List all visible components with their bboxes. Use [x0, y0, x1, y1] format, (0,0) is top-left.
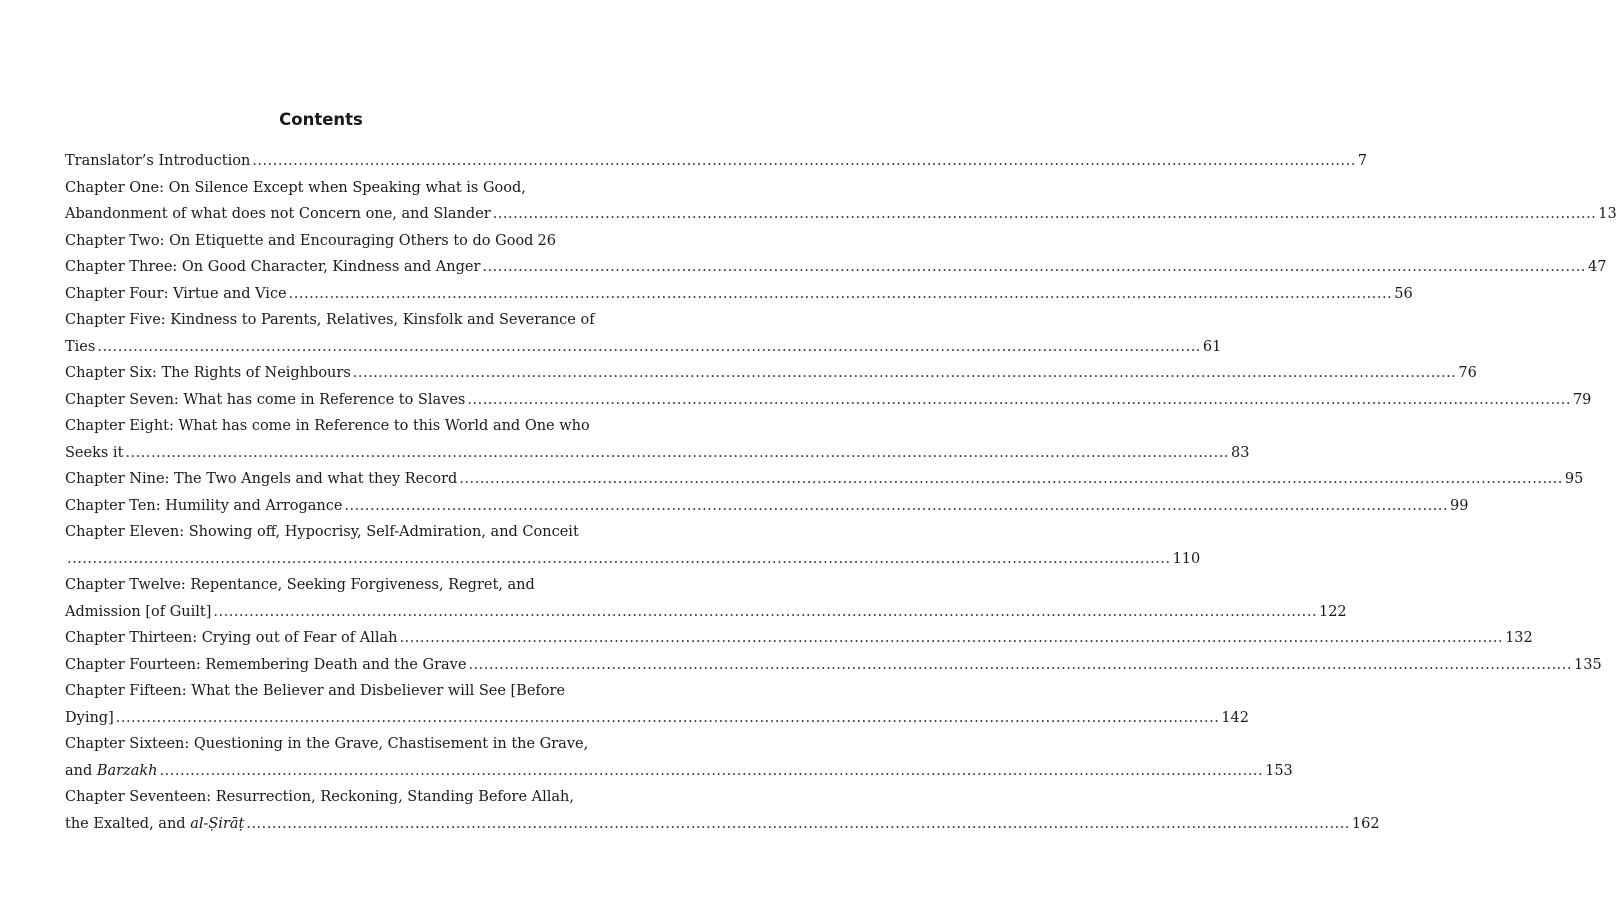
- toc-entry-final-line: [65, 493, 1469, 520]
- toc-entry-line: Chapter Eleven: Showing off, Hypocrisy, Self-Admiration, and Conceit: [65, 524, 579, 540]
- toc-entry-final-line: [65, 228, 556, 255]
- toc-entry-text: [65, 228, 533, 255]
- toc-entry[interactable]: [65, 652, 1602, 679]
- toc-entry-label: Seeks it: [65, 444, 124, 461]
- dot-leader: [252, 148, 1356, 175]
- toc-entry-label: Chapter Four: Virtue and Vice: [65, 285, 287, 302]
- toc-entry-text: [65, 705, 114, 732]
- dot-leader: [125, 440, 1229, 467]
- toc-entry-text: [65, 360, 351, 387]
- page-number: 162: [1351, 815, 1380, 832]
- toc-entry-line: Chapter Sixteen: Questioning in the Grave, Chastisement in the Grave,: [65, 736, 589, 752]
- page-number: 110: [1172, 550, 1201, 567]
- page-number: 76: [1458, 365, 1477, 381]
- toc-entry-final-line: [65, 148, 1368, 175]
- dot-leader: [353, 360, 1457, 387]
- page-number: 99: [1450, 497, 1469, 514]
- toc-entry-final-line: [65, 281, 1413, 308]
- dot-leader: [289, 281, 1393, 308]
- toc-entry-label: and: [65, 762, 97, 779]
- toc-entry-text: [65, 599, 211, 626]
- toc-entry-label: Chapter Fourteen: Remembering Death and the Grave: [65, 656, 467, 673]
- toc-entry-final-line: [65, 254, 1607, 281]
- dot-leader: [160, 758, 1264, 785]
- toc-entry-text: [65, 811, 244, 838]
- dot-leader: [459, 466, 1563, 493]
- toc-entry-text: [65, 758, 158, 785]
- toc-entry-final-line: [65, 546, 1201, 573]
- toc-entry-label: the Exalted, and: [65, 815, 191, 832]
- toc-entry-text: [65, 254, 480, 281]
- toc-entry-italic-term: Barzakh: [96, 762, 158, 779]
- page-title: Contents: [279, 110, 363, 129]
- toc-entry-final-line: [65, 625, 1533, 652]
- toc-entry-line: Chapter Eight: What has come in Reference to this World and One who: [65, 418, 590, 434]
- toc-entry-line: Chapter Fifteen: What the Believer and Disbeliever will See [Before: [65, 683, 566, 699]
- toc-entry[interactable]: [65, 625, 1533, 652]
- toc-entry-label: Chapter Ten: Humility and Arrogance: [65, 497, 343, 514]
- page-number: 47: [1587, 259, 1607, 275]
- dot-leader: [399, 625, 1503, 652]
- toc-entry-final-line: [65, 652, 1602, 679]
- page-number: 13: [1598, 206, 1617, 222]
- toc-entry-label: Chapter Three: On Good Character, Kindness and Anger: [65, 259, 481, 275]
- dot-leader: [344, 493, 1448, 520]
- toc-entry-label: Admission [of Guilt]: [65, 603, 212, 620]
- page-number: 135: [1574, 656, 1602, 673]
- page-number: 61: [1202, 338, 1222, 355]
- toc-entry-final-line: [65, 599, 1347, 626]
- toc-entry-line: Chapter Five: Kindness to Parents, Relatives, Kinsfolk and Severance of: [65, 312, 595, 328]
- toc-entry[interactable]: [65, 519, 1201, 572]
- toc-entry[interactable]: [65, 148, 1368, 175]
- toc-entry-text: [65, 652, 466, 679]
- toc-entry-italic-term: al-Ṣirāṭ: [190, 815, 245, 832]
- toc-entry-line: Chapter Twelve: Repentance, Seeking Forgiveness, Regret, and: [65, 577, 535, 593]
- toc-entry-text: [65, 148, 250, 175]
- toc-entry-final-line: [65, 201, 1617, 228]
- toc-entry[interactable]: [65, 784, 1380, 837]
- toc-entry-final-line: [65, 440, 1250, 467]
- toc-entry-text: [65, 201, 491, 228]
- toc-entry[interactable]: [65, 678, 1249, 731]
- toc-entry-label: Translator’s Introduction: [65, 153, 251, 169]
- toc-entry[interactable]: [65, 360, 1477, 387]
- toc-entry[interactable]: [65, 307, 1222, 360]
- toc-entry-label: Chapter Thirteen: Crying out of Fear of Allah: [65, 630, 398, 646]
- toc-entry[interactable]: [65, 281, 1413, 308]
- toc-entry-label: Ties: [65, 338, 96, 355]
- dot-leader: [468, 652, 1572, 679]
- dot-leader: [482, 254, 1586, 281]
- page-number: 56: [1394, 285, 1413, 302]
- toc-entry-line: Chapter Seventeen: Resurrection, Reckoning, Standing Before Allah,: [65, 789, 574, 805]
- toc-entry-final-line: [65, 387, 1592, 414]
- page-number: 122: [1318, 603, 1347, 620]
- toc-entry-final-line: [65, 811, 1380, 838]
- page-number: 79: [1572, 391, 1592, 408]
- page-number: 83: [1230, 444, 1250, 461]
- dot-leader: [493, 201, 1597, 228]
- dot-leader: [97, 334, 1201, 361]
- toc-entry[interactable]: [65, 387, 1592, 414]
- dot-leader: [246, 811, 1350, 838]
- toc-entry-final-line: [65, 334, 1222, 361]
- page-number: 26: [537, 232, 556, 249]
- page-number: 142: [1221, 709, 1249, 726]
- toc-entry-final-line: [65, 360, 1477, 387]
- toc-entry[interactable]: [65, 413, 1250, 466]
- toc-entry-label: Chapter Seven: What has come in Reference to Slaves: [65, 391, 466, 408]
- dot-leader: [467, 387, 1571, 414]
- dot-leader: [116, 705, 1220, 732]
- toc-entry-text: [65, 466, 457, 493]
- toc-entry-text: [65, 334, 95, 361]
- toc-entry[interactable]: [65, 731, 1293, 784]
- table-of-contents: [65, 148, 1617, 837]
- toc-entry[interactable]: [65, 175, 1617, 228]
- toc-entry[interactable]: [65, 228, 556, 255]
- toc-entry-label: Chapter Two: On Etiquette and Encouraging Others to do Good: [65, 232, 534, 249]
- toc-entry-final-line: [65, 758, 1293, 785]
- toc-entry[interactable]: [65, 466, 1584, 493]
- toc-entry-label: Chapter Nine: The Two Angels and what they Record: [65, 471, 458, 487]
- toc-entry-text: [65, 493, 342, 520]
- toc-entry-text: [65, 440, 123, 467]
- toc-entry[interactable]: [65, 493, 1469, 520]
- toc-entry-label: Dying]: [65, 709, 114, 726]
- toc-entry[interactable]: [65, 572, 1347, 625]
- page-number: 153: [1265, 762, 1293, 779]
- toc-entry-label: Chapter Six: The Rights of Neighbours: [65, 365, 351, 381]
- toc-entry-label: Abandonment of what does not Concern one, and Slander: [65, 206, 491, 222]
- dot-leader: [67, 546, 1171, 573]
- page-number: 132: [1505, 630, 1533, 646]
- toc-entry-text: [65, 625, 397, 652]
- page-number: 7: [1357, 153, 1368, 169]
- toc-entry-final-line: [65, 705, 1249, 732]
- page-number: 95: [1564, 471, 1584, 487]
- toc-entry-text: [65, 387, 465, 414]
- toc-entry[interactable]: [65, 254, 1607, 281]
- toc-entry-text: [65, 281, 287, 308]
- toc-entry-final-line: [65, 466, 1584, 493]
- toc-entry-line: Chapter One: On Silence Except when Speaking what is Good,: [65, 179, 526, 196]
- dot-leader: [213, 599, 1317, 626]
